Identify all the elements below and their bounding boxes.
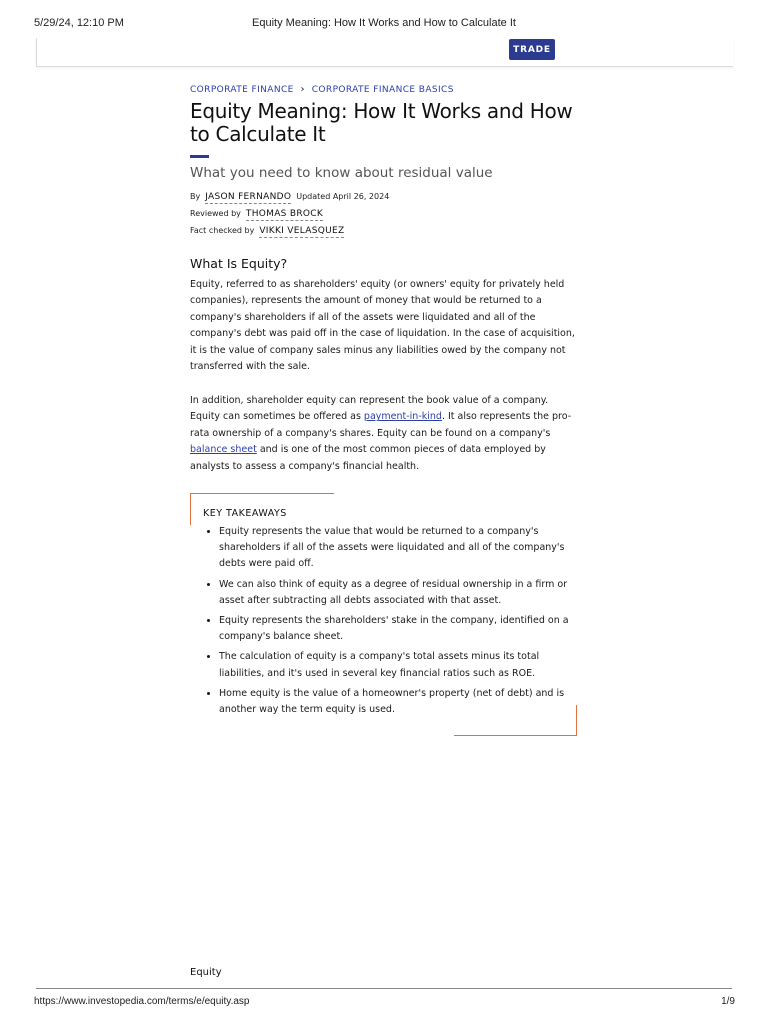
title-underline: [190, 155, 209, 158]
byline-author: [190, 192, 389, 204]
byline-reviewer: [190, 209, 323, 221]
page-title: Equity Meaning: How It Works and How to Calculate It: [190, 99, 573, 146]
section-heading-what-is-equity: What Is Equity?: [190, 256, 288, 271]
list-item: • Equity represents the value that would be returned to a company's shareholders if all of the assets were liquidated and all of the company's debts were paid off.: [219, 524, 581, 573]
footer-divider: [36, 988, 732, 989]
key-takeaways-border-left: [190, 493, 191, 525]
breadcrumb-link-corporate-finance[interactable]: CORPORATE FINANCE: [190, 84, 294, 95]
print-page-number: 1/9: [721, 996, 735, 1007]
breadcrumb: [190, 84, 454, 95]
print-date: 5/29/24, 12:10 PM: [34, 17, 124, 29]
key-takeaways-title: KEY TAKEAWAYS: [203, 508, 287, 519]
print-url: https://www.investopedia.com/terms/e/equity.asp: [34, 996, 250, 1007]
author-link[interactable]: JASON FERNANDO: [205, 192, 292, 202]
byline-prefix: By: [190, 192, 201, 201]
paragraph-2: [190, 393, 580, 475]
fact-checker-link[interactable]: VIKKI VELASQUEZ: [259, 226, 345, 236]
balance-sheet-link[interactable]: balance sheet: [190, 444, 257, 456]
reviewer-link[interactable]: THOMAS BROCK: [245, 209, 324, 219]
updated-date: Updated April 26, 2024: [296, 192, 390, 201]
byline-fact-checker: [190, 226, 344, 238]
list-item: • Equity represents the shareholders' stake in the company, identified on a company's balance sheet.: [219, 613, 581, 645]
key-takeaways-border-right: [576, 705, 577, 736]
paragraph-2-text-c: and is one of the most common pieces of data employed by analysts to assess a company's financial health.: [190, 444, 546, 472]
paragraph-2-text-b: . It also represents the pro-rata ownership of a company's shares. Equity can be found on a company's: [190, 411, 572, 439]
figure-label: Equity: [190, 967, 222, 978]
list-item: • The calculation of equity is a company's total assets minus its total liabilities, and it's used in several key financial ratios such as ROE.: [219, 649, 581, 681]
paragraph-2-text-a: In addition, shareholder equity can represent the book value of a company. Equity can sometimes be offered as: [190, 395, 549, 423]
payment-in-kind-link[interactable]: payment-in-kind: [363, 411, 442, 423]
key-takeaways-list: [203, 524, 581, 722]
key-takeaways-border-bottom: [454, 735, 577, 736]
chevron-right-icon: ›: [300, 84, 305, 95]
byline-prefix: Fact checked by: [190, 226, 255, 235]
list-item: • Home equity is the value of a homeowner's property (net of debt) and is another way the term equity is used.: [219, 686, 581, 718]
key-takeaways-border-top: [190, 493, 334, 494]
print-title: Equity Meaning: How It Works and How to Calculate It: [252, 17, 516, 29]
site-nav-bar: [36, 38, 733, 67]
trade-button[interactable]: TRADE: [509, 39, 555, 60]
print-header: [0, 0, 768, 40]
article-subtitle: What you need to know about residual value: [190, 165, 493, 181]
breadcrumb-link-corporate-finance-basics[interactable]: CORPORATE FINANCE BASICS: [311, 84, 454, 95]
list-item: • We can also think of equity as a degree of residual ownership in a firm or asset after subtracting all debts associated with that asset.: [219, 577, 581, 609]
byline-prefix: Reviewed by: [190, 209, 241, 218]
paragraph-1: Equity, referred to as shareholders' equity (or owners' equity for privately held companies), represents the amount of money that would be returned to a company's shareholders if all of the assets were liquidated and all of the company's debt was paid off in the case of liquidation. In the case of acquisition, it is the value of company sales minus any liabilities owed by the company not transferred with the sale.: [190, 279, 575, 373]
